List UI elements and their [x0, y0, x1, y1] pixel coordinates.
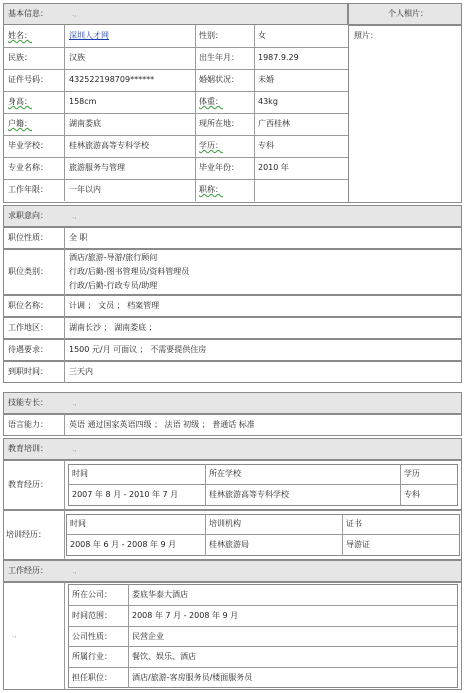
education-label: 教育经历：	[8, 480, 48, 489]
field-value: 432522198709******	[69, 75, 155, 84]
language-value: 英语 通过国家英语四级 ； 法语 初级 ； 普通话 标准	[69, 420, 255, 429]
field-label: 民族：	[8, 53, 32, 62]
basic-info-title: 基本信息：	[8, 9, 48, 18]
education-title: 教育培训：	[8, 444, 48, 453]
field-value: 汉族	[69, 53, 85, 62]
field-label: 现所在地：	[199, 119, 239, 128]
field-value[interactable]: 深圳人才网	[69, 31, 109, 40]
basic-info-header	[3, 3, 348, 25]
intent-value: 行政/后勤-图书管理员/资料管理员	[69, 267, 190, 276]
work-label: 所属行业：	[72, 652, 112, 661]
work-title: 工作经历：	[8, 566, 48, 575]
intent-label: 职位类别：	[8, 267, 48, 276]
field-value: 专科	[258, 141, 274, 150]
edu-cell-time: 2007 年 8 月 - 2010 年 7 月	[72, 490, 179, 499]
photo-header-label: 个人相片：	[388, 9, 428, 18]
work-label: 公司性质：	[72, 632, 112, 641]
field-value: 未婚	[258, 75, 274, 84]
edu-header-school: 所在学校	[209, 469, 241, 478]
field-label: 工作年限：	[8, 185, 48, 194]
field-value: 一年以内	[69, 185, 101, 194]
train-header-org: 培训机构	[209, 519, 241, 528]
field-value: 2010 年	[258, 163, 289, 172]
work-value: 娄底华泰大酒店	[132, 590, 188, 599]
train-cell-org: 桂林旅游局	[209, 540, 249, 549]
train-cell-cert: 导游证	[346, 540, 370, 549]
field-value: 旅游服务与管理	[69, 163, 125, 172]
work-label: 担任职位：	[72, 673, 112, 682]
field-label: 证件号码：	[8, 75, 48, 84]
work-table	[68, 584, 458, 688]
photo-label: 照片：	[354, 31, 378, 40]
field-label: 性别：	[199, 31, 223, 40]
intent-label: 职位性质：	[8, 233, 48, 242]
field-value: 1987.9.29	[258, 53, 299, 62]
field-value: 桂林旅游高等专科学校	[69, 141, 149, 150]
photo-box	[348, 25, 462, 203]
edu-cell-degree: 专科	[404, 490, 420, 499]
field-value: 湖南娄底	[69, 119, 101, 128]
work-value: 民营企业	[132, 632, 164, 641]
field-label: 职称：	[199, 185, 223, 194]
intent-value: 湖南长沙 ； 湖南娄底 ；	[69, 323, 157, 332]
field-label: 身高：	[8, 97, 32, 106]
field-label: 体重：	[199, 97, 223, 106]
intent-label: 待遇要求：	[8, 345, 48, 354]
work-value: 酒店/旅游-客房服务员/楼面服务员	[132, 673, 253, 682]
field-label: 出生年月：	[199, 53, 239, 62]
work-value: 2008 年 7 月 - 2008 年 9 月	[132, 611, 239, 620]
intent-value: 计调 ； 文员 ； 档案管理	[69, 301, 160, 310]
training-label: 培训经历：	[6, 530, 46, 539]
paragraph-mark: .,	[12, 631, 17, 639]
field-value: 158cm	[69, 97, 97, 106]
field-value: 女	[258, 31, 266, 40]
field-label: 学历：	[199, 141, 223, 150]
field-label: 毕业学校：	[8, 141, 48, 150]
field-value: 广西桂林	[258, 119, 290, 128]
intent-value: 酒店/旅游-导游/旅行顾问	[69, 253, 158, 262]
train-cell-time: 2008 年 6 月 - 2008 年 9 月	[70, 540, 177, 549]
job-intent-title: 求职意向：	[8, 211, 48, 220]
field-label: 专业名称：	[8, 163, 48, 172]
field-value: 43kg	[258, 97, 278, 106]
intent-value: 三天内	[69, 367, 93, 376]
field-label: 毕业年份：	[199, 163, 239, 172]
work-label: 所在公司：	[72, 590, 112, 599]
train-header-cert: 证书	[346, 519, 362, 528]
skills-title: 技能专长：	[8, 398, 48, 407]
intent-label: 工作地区：	[8, 323, 48, 332]
paragraph-mark: .,	[72, 567, 77, 575]
train-header-time: 时间	[70, 519, 86, 528]
intent-value: 1500 元/月 可面议 ； 不需要提供住房	[69, 345, 207, 354]
paragraph-mark: .,	[72, 399, 77, 407]
edu-header-degree: 学历	[404, 469, 420, 478]
field-label: 户籍：	[8, 119, 32, 128]
intent-value: 行政/后勤-行政专员/助理	[69, 281, 158, 290]
paragraph-mark: .,	[72, 445, 77, 453]
field-label: 婚姻状况：	[199, 75, 239, 84]
work-value: 餐饮、娱乐、酒店	[132, 652, 196, 661]
intent-label: 到职时间：	[8, 367, 48, 376]
intent-value: 全 职	[69, 233, 88, 242]
field-label: 姓名：	[8, 31, 32, 40]
intent-label: 职位名称：	[8, 301, 48, 310]
paragraph-mark: .,	[72, 10, 77, 18]
edu-cell-school: 桂林旅游高等专科学校	[209, 490, 289, 499]
paragraph-mark: .,	[72, 212, 77, 220]
work-label: 时间范围：	[72, 611, 112, 620]
language-label: 语言能力：	[8, 420, 48, 429]
edu-header-time: 时间	[72, 469, 88, 478]
